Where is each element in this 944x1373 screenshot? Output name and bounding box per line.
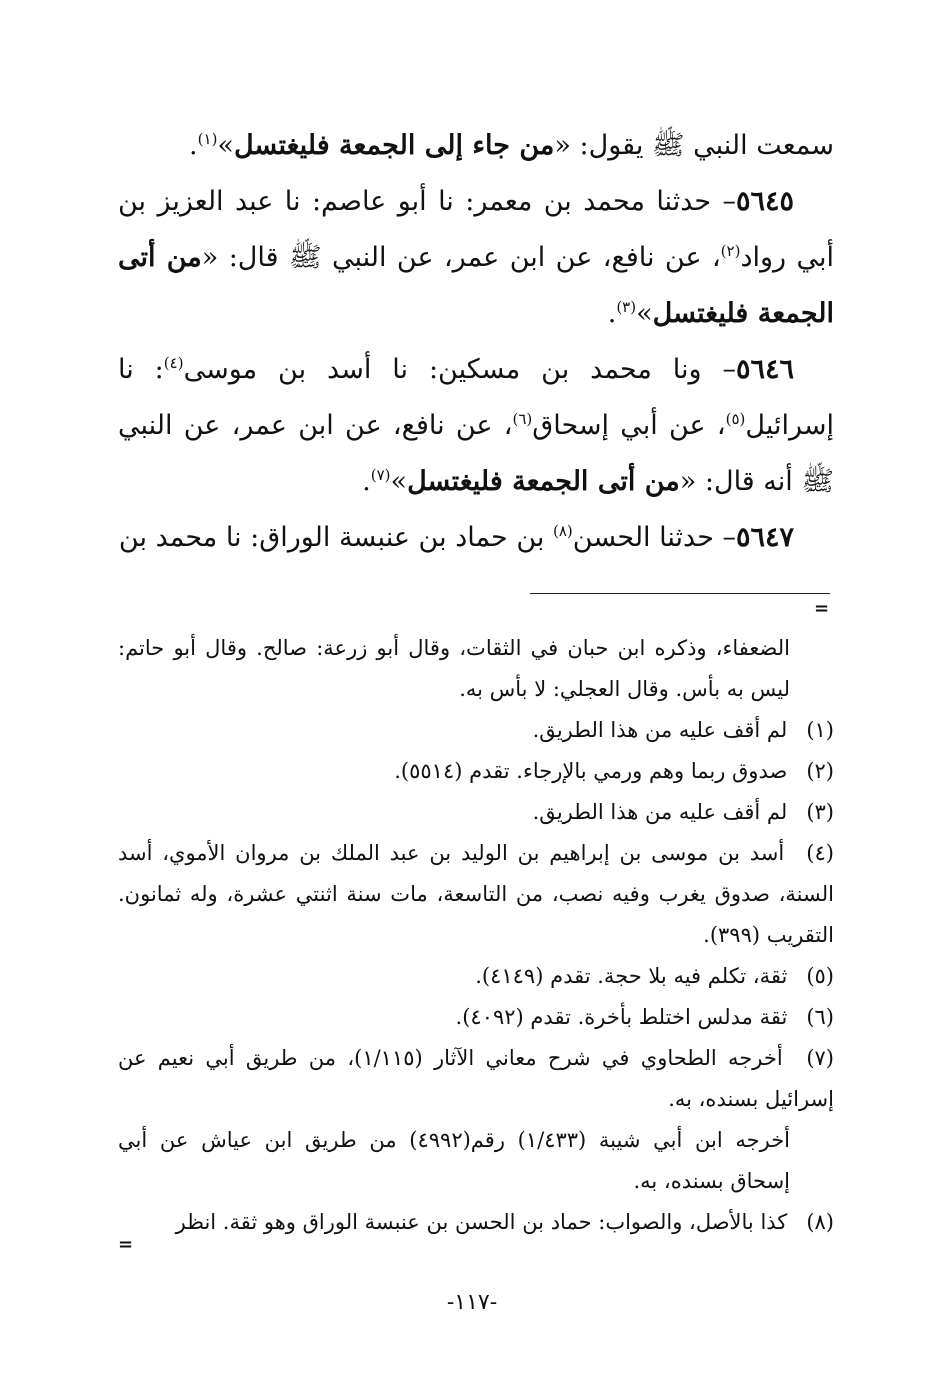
footnote-text: أسد بن موسى بن إبراهيم بن الوليد بن عبد الملك بن مروان الأموي، أسد السنة، صدوق يغرب وفيه نصب، من التاسعة، مات سنة اثنتي عشرة، وله ثمانون. التقريب (٣٩٩). [118,841,834,947]
text-span: : نا إسرائيل [118,354,835,441]
text-span: – ونا محمد بن مسكين: نا أسد بن موسى [183,354,736,385]
hadith-quote: من جاء إلى الجمعة فليغتسل [233,130,555,161]
footnote-2 [118,751,834,792]
footnote-ref: (٨) [552,522,573,540]
footnote-number: (٧) [806,1046,834,1070]
footnote-ref: (١) [197,130,218,148]
text-span: » [636,298,653,329]
footnote-carryover: الضعفاء، وذكره ابن حبان في الثقات، وقال أبو زرعة: صالح. وقال أبو حاتم: ليس به بأس. وقال العجلي: لا بأس به. [118,636,790,701]
footnote-number: (٥) [806,964,834,988]
text-span: » [217,130,234,161]
footnote-7-continued: أخرجه ابن أبي شيبة (١/٤٣٣) رقم(٤٩٩٢) من طريق ابن عياش عن أبي إسحاق بسنده، به. [118,1128,791,1193]
footnote-text: صدوق ربما وهم ورمي بالإرجاء. تقدم (٥٥١٤). [394,759,788,783]
footnote-text: ثقة، تكلم فيه بلا حجة. تقدم (٤١٤٩). [475,964,788,988]
hadith-quote: من أتى الجمعة فليغتسل [118,242,834,329]
paragraph-5647 [118,510,834,566]
text-span: ، عن أبي إسحاق [532,410,726,441]
text-span: » [390,466,408,497]
text-span: بن حماد بن عنبسة الوراق: نا محمد بن [118,522,553,553]
footnote-6 [118,997,834,1038]
footnote-ref: (٤) [163,354,184,372]
hadith-number: ٥٦٤٦ [735,354,794,385]
text-span: – حدثنا الحسن [572,522,736,553]
footnote-number: (٤) [806,841,834,865]
footnote-ref: (٦) [512,410,533,428]
hadith-number: ٥٦٤٥ [736,186,795,217]
footnote-ref: (٣) [616,298,637,316]
hadith-quote: من أتى الجمعة فليغتسل [407,466,680,497]
footnote-7 [118,1038,834,1120]
paragraph-5645 [118,174,834,342]
footnote-ref: (٥) [725,410,746,428]
text-span: سمعت النبي ﷺ يقول: « [554,130,834,161]
footnote-text: أخرجه الطحاوي في شرح معاني الآثار (١/١١٥)، من طريق أبي نعيم عن إسرائيل بسنده، به. [118,1046,834,1111]
footnote-number: (٨) [806,1210,834,1234]
continuation-mark-bottom: = [118,1234,134,1255]
footnote-5 [118,956,834,997]
footnote-text: لم أقف عليه من هذا الطريق. [532,718,788,742]
footnote-text: كذا بالأصل، والصواب: حماد بن الحسن بن عنبسة الوراق وهو ثقة. انظر [175,1210,788,1234]
text-span: . [607,298,617,329]
continuation-mark-top: = [814,598,830,619]
text-span: . [362,466,371,497]
footnote-number: (٢) [806,759,834,783]
footnote-ref: (٢) [720,242,741,260]
footnote-3 [118,792,834,833]
footnote-text: ثقة مدلس اختلط بأخرة. تقدم (٤٠٩٢). [455,1005,788,1029]
footnote-1 [118,710,834,751]
footnote-number: (١) [806,718,834,742]
footnote-separator [530,593,830,594]
footnote-4 [118,833,834,956]
footnote-text: لم أقف عليه من هذا الطريق. [532,800,788,824]
footnote-number: (٦) [806,1005,834,1029]
text-span: ، عن نافع، عن ابن عمر، عن النبي ﷺ قال: « [201,242,721,273]
footnote-number: (٣) [806,800,834,824]
paragraph-5646 [118,342,834,510]
text-span: ، عن نافع، عن ابن عمر، عن النبي ﷺ أنه قال: « [118,410,834,497]
text-span: – حدثنا محمد بن معمر: نا أبو عاصم: نا عبد العزيز بن أبي رواد [118,186,834,273]
hadith-number: ٥٦٤٧ [735,522,794,553]
main-text [118,118,834,566]
page-number: -١١٧- [446,1290,498,1315]
footnote-8 [118,1202,834,1243]
footnote-ref: (٧) [370,466,391,484]
paragraph-1 [118,118,834,174]
footnotes [118,628,834,1243]
text-span: . [189,130,198,161]
